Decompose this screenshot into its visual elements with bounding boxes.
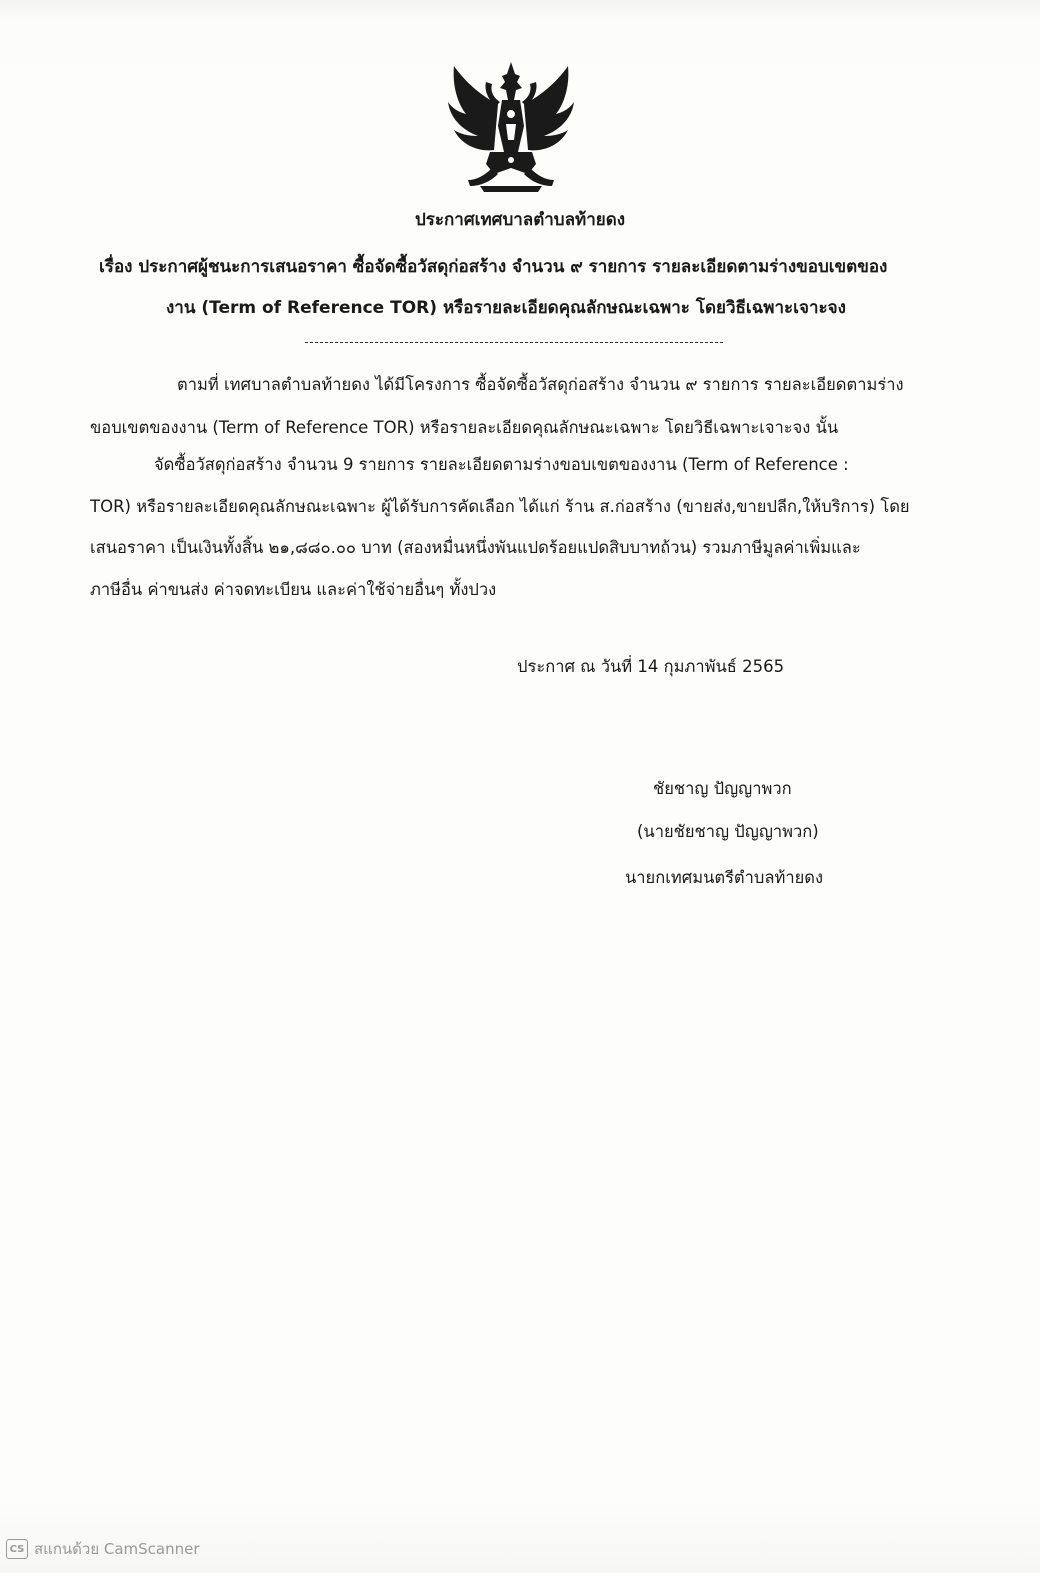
subject-line-2: งาน (Term of Reference TOR) หรือรายละเอียดคุณลักษณะเฉพาะ โดยวิธีเฉพาะเจาะจง bbox=[166, 298, 846, 318]
paragraph-2-line-2: TOR) หรือรายละเอียดคุณลักษณะเฉพาะ ผู้ได้รับการคัดเลือก ได้แก่ ร้าน ส.ก่อสร้าง (ขายส่ง,ขายปลีก,ให้บริการ) โดย bbox=[90, 497, 910, 516]
camscanner-logo-icon: CS bbox=[6, 1539, 28, 1559]
camscanner-footer bbox=[6, 1538, 200, 1560]
camscanner-text: สแกนด้วย CamScanner bbox=[34, 1540, 200, 1558]
paragraph-1-line-2: ขอบเขตของงาน (Term of Reference TOR) หรือรายละเอียดคุณลักษณะเฉพาะ โดยวิธีเฉพาะเจาะจง นั้น bbox=[90, 418, 839, 437]
garuda-emblem-icon bbox=[440, 56, 582, 196]
subject-line-1: เรื่อง ประกาศผู้ชนะการเสนอราคา ซื้อจัดซื้อวัสดุก่อสร้าง จำนวน ๙ รายการ รายละเอียดตามร่างขอบเขตของ bbox=[99, 257, 888, 277]
paragraph-2-line-4: ภาษีอื่น ค่าขนส่ง ค่าจดทะเบียน และค่าใช้จ่ายอื่นๆ ทั้งปวง bbox=[90, 580, 497, 599]
signature-name: ชัยชาญ ปัญญาพวก bbox=[653, 779, 792, 798]
signatory-position: นายกเทศมนตรีตำบลท้ายดง bbox=[625, 868, 824, 887]
paragraph-1-line-1: ตามที่ เทศบาลตำบลท้ายดง ได้มีโครงการ ซื้อจัดซื้อวัสดุก่อสร้าง จำนวน ๙ รายการ รายละเอียดตามร่าง bbox=[177, 375, 904, 394]
organization-heading: ประกาศเทศบาลตำบลท้ายดง bbox=[414, 210, 626, 230]
paragraph-2-line-3: เสนอราคา เป็นเงินทั้งสิ้น ๒๑,๘๘๐.๐๐ บาท (สองหมื่นหนึ่งพันแปดร้อยแปดสิบบาทถ้วน) รวมภาษีมูลค่าเพิ่มและ bbox=[90, 538, 861, 557]
announcement-date: ประกาศ ณ วันที่ 14 กุมภาพันธ์ 2565 bbox=[517, 657, 785, 676]
printed-name: (นายชัยชาญ ปัญญาพวก) bbox=[637, 822, 819, 841]
header-divider bbox=[305, 342, 723, 343]
paragraph-2-line-1: จัดซื้อวัสดุก่อสร้าง จำนวน 9 รายการ รายละเอียดตามร่างขอบเขตของงาน (Term of Reference : bbox=[154, 455, 849, 474]
